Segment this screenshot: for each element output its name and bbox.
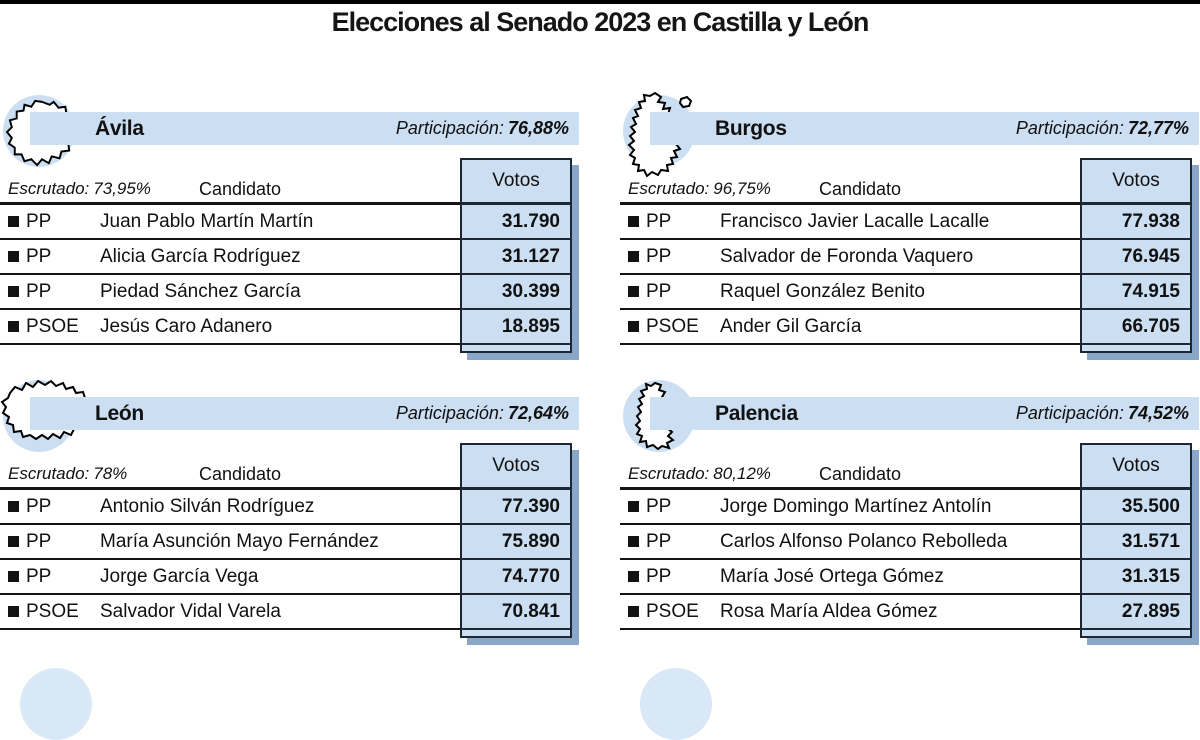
table-row (0, 310, 460, 345)
votes-value: 31.315 (1082, 560, 1190, 595)
scrutinized-label: Escrutado: (628, 464, 710, 483)
scrutinized (8, 464, 127, 484)
party-bullet-icon (628, 321, 639, 332)
party-bullet-icon (628, 536, 639, 547)
province-header-bar (30, 112, 579, 145)
votes-column-header: Votos (1082, 160, 1190, 205)
scrutinized-value: 80,12% (713, 464, 771, 483)
party-label: PP (26, 530, 52, 552)
party-label: PP (646, 280, 672, 302)
candidate-name: Jesús Caro Adanero (100, 315, 273, 337)
party-bullet-icon (628, 251, 639, 262)
scrutinized-label: Escrutado: (8, 179, 90, 198)
candidate-name: Salvador Vidal Varela (100, 600, 281, 622)
top-rule (0, 0, 1200, 4)
table-row (0, 490, 460, 525)
party-bullet-icon (8, 251, 19, 262)
party-bullet-icon (8, 501, 19, 512)
participation (396, 403, 569, 424)
candidate-name: Alicia García Rodríguez (100, 245, 301, 267)
party-label: PSOE (26, 315, 79, 337)
participation-value: 72,77% (1127, 118, 1189, 138)
party-label: PP (26, 565, 52, 587)
scrutinized-value: 78% (93, 464, 128, 483)
participation-label: Participación: (1015, 403, 1124, 423)
province-name: Burgos (715, 116, 787, 140)
participation-value: 72,64% (507, 403, 569, 423)
candidate-name: Francisco Javier Lacalle Lacalle (720, 210, 990, 232)
candidate-name: Piedad Sánchez García (100, 280, 301, 302)
participation (1016, 403, 1189, 424)
participation-value: 76,88% (507, 118, 569, 138)
province-header-bar (650, 397, 1199, 430)
panel-burgos (620, 95, 1199, 363)
candidate-name: María José Ortega Gómez (720, 565, 944, 587)
table-row (0, 560, 460, 595)
party-bullet-icon (628, 571, 639, 582)
party-bullet-icon (628, 286, 639, 297)
party-label: PP (646, 245, 672, 267)
votes-column-header: Votos (462, 160, 570, 205)
province-name: Palencia (715, 401, 798, 425)
page-title: Elecciones al Senado 2023 en Castilla y León (331, 7, 869, 37)
party-bullet-icon (8, 606, 19, 617)
party-bullet-icon (628, 606, 639, 617)
panel-avila (0, 95, 579, 363)
scrutinized-value: 96,75% (713, 179, 771, 198)
party-label: PSOE (26, 600, 79, 622)
party-bullet-icon (8, 536, 19, 547)
party-bullet-icon (8, 321, 19, 332)
candidate-name: Carlos Alfonso Polanco Rebolleda (720, 530, 1008, 552)
scrutinized (628, 464, 771, 484)
party-bullet-icon (628, 216, 639, 227)
participation-value: 74,52% (1127, 403, 1189, 423)
candidate-rows (620, 487, 1080, 630)
votes-column-header: Votos (462, 445, 570, 490)
scrutinized-value: 73,95% (93, 179, 151, 198)
votes-value: 35.500 (1082, 490, 1190, 525)
votes-value: 31.790 (462, 205, 570, 240)
votes-column (1080, 158, 1192, 353)
candidate-name: Jorge Domingo Martínez Antolín (720, 495, 992, 517)
table-row (620, 205, 1080, 240)
candidate-column-header: Candidato (198, 464, 282, 484)
candidate-rows (620, 202, 1080, 345)
candidate-name: Rosa María Aldea Gómez (720, 600, 938, 622)
party-bullet-icon (8, 286, 19, 297)
party-label: PP (646, 495, 672, 517)
party-label: PP (646, 530, 672, 552)
party-bullet-icon (8, 571, 19, 582)
votes-column (1080, 443, 1192, 638)
participation (1016, 118, 1189, 139)
party-label: PP (26, 280, 52, 302)
candidate-name: Jorge García Vega (100, 565, 259, 587)
votes-column (460, 443, 572, 638)
party-bullet-icon (628, 501, 639, 512)
votes-value: 30.399 (462, 275, 570, 310)
panel-palencia (620, 380, 1199, 648)
party-label: PP (646, 210, 672, 232)
candidate-name: Juan Pablo Martín Martín (100, 210, 314, 232)
candidate-rows (0, 202, 460, 345)
party-label: PP (26, 495, 52, 517)
participation-label: Participación: (1015, 118, 1124, 138)
votes-value: 66.705 (1082, 310, 1190, 345)
votes-value: 77.390 (462, 490, 570, 525)
next-panel-circle-hint (20, 668, 92, 740)
table-row (620, 275, 1080, 310)
votes-column (460, 158, 572, 353)
party-label: PP (646, 565, 672, 587)
candidate-column-header: Candidato (198, 179, 282, 199)
candidate-name: Ander Gil García (720, 315, 862, 337)
votes-value: 27.895 (1082, 595, 1190, 630)
province-header-bar (650, 112, 1199, 145)
votes-value: 18.895 (462, 310, 570, 345)
table-row (620, 595, 1080, 630)
scrutinized-label: Escrutado: (8, 464, 90, 483)
votes-column-header: Votos (1082, 445, 1190, 490)
votes-value: 75.890 (462, 525, 570, 560)
table-row (0, 240, 460, 275)
party-label: PP (26, 245, 52, 267)
table-row (620, 310, 1080, 345)
party-label: PP (26, 210, 52, 232)
participation-label: Participación: (395, 118, 504, 138)
candidate-name: María Asunción Mayo Fernández (100, 530, 379, 552)
table-row (620, 490, 1080, 525)
candidate-name: Raquel González Benito (720, 280, 925, 302)
party-bullet-icon (8, 216, 19, 227)
province-name: León (95, 401, 144, 425)
votes-value: 31.127 (462, 240, 570, 275)
candidate-rows (0, 487, 460, 630)
scrutinized (8, 179, 151, 199)
votes-value: 76.945 (1082, 240, 1190, 275)
candidate-name: Antonio Silván Rodríguez (100, 495, 315, 517)
table-row (0, 595, 460, 630)
candidate-column-header: Candidato (818, 179, 902, 199)
participation (396, 118, 569, 139)
party-label: PSOE (646, 600, 699, 622)
table-row (0, 525, 460, 560)
next-panel-circle-hint (640, 668, 712, 740)
party-label: PSOE (646, 315, 699, 337)
table-row (620, 560, 1080, 595)
votes-value: 74.915 (1082, 275, 1190, 310)
table-row (0, 275, 460, 310)
province-name: Ávila (95, 116, 144, 140)
votes-value: 70.841 (462, 595, 570, 630)
scrutinized-label: Escrutado: (628, 179, 710, 198)
table-row (0, 205, 460, 240)
table-row (620, 240, 1080, 275)
votes-value: 74.770 (462, 560, 570, 595)
candidate-column-header: Candidato (818, 464, 902, 484)
table-row (620, 525, 1080, 560)
candidate-name: Salvador de Foronda Vaquero (720, 245, 974, 267)
province-header-bar (30, 397, 579, 430)
votes-value: 77.938 (1082, 205, 1190, 240)
panel-leon (0, 380, 579, 648)
scrutinized (628, 179, 771, 199)
participation-label: Participación: (395, 403, 504, 423)
votes-value: 31.571 (1082, 525, 1190, 560)
